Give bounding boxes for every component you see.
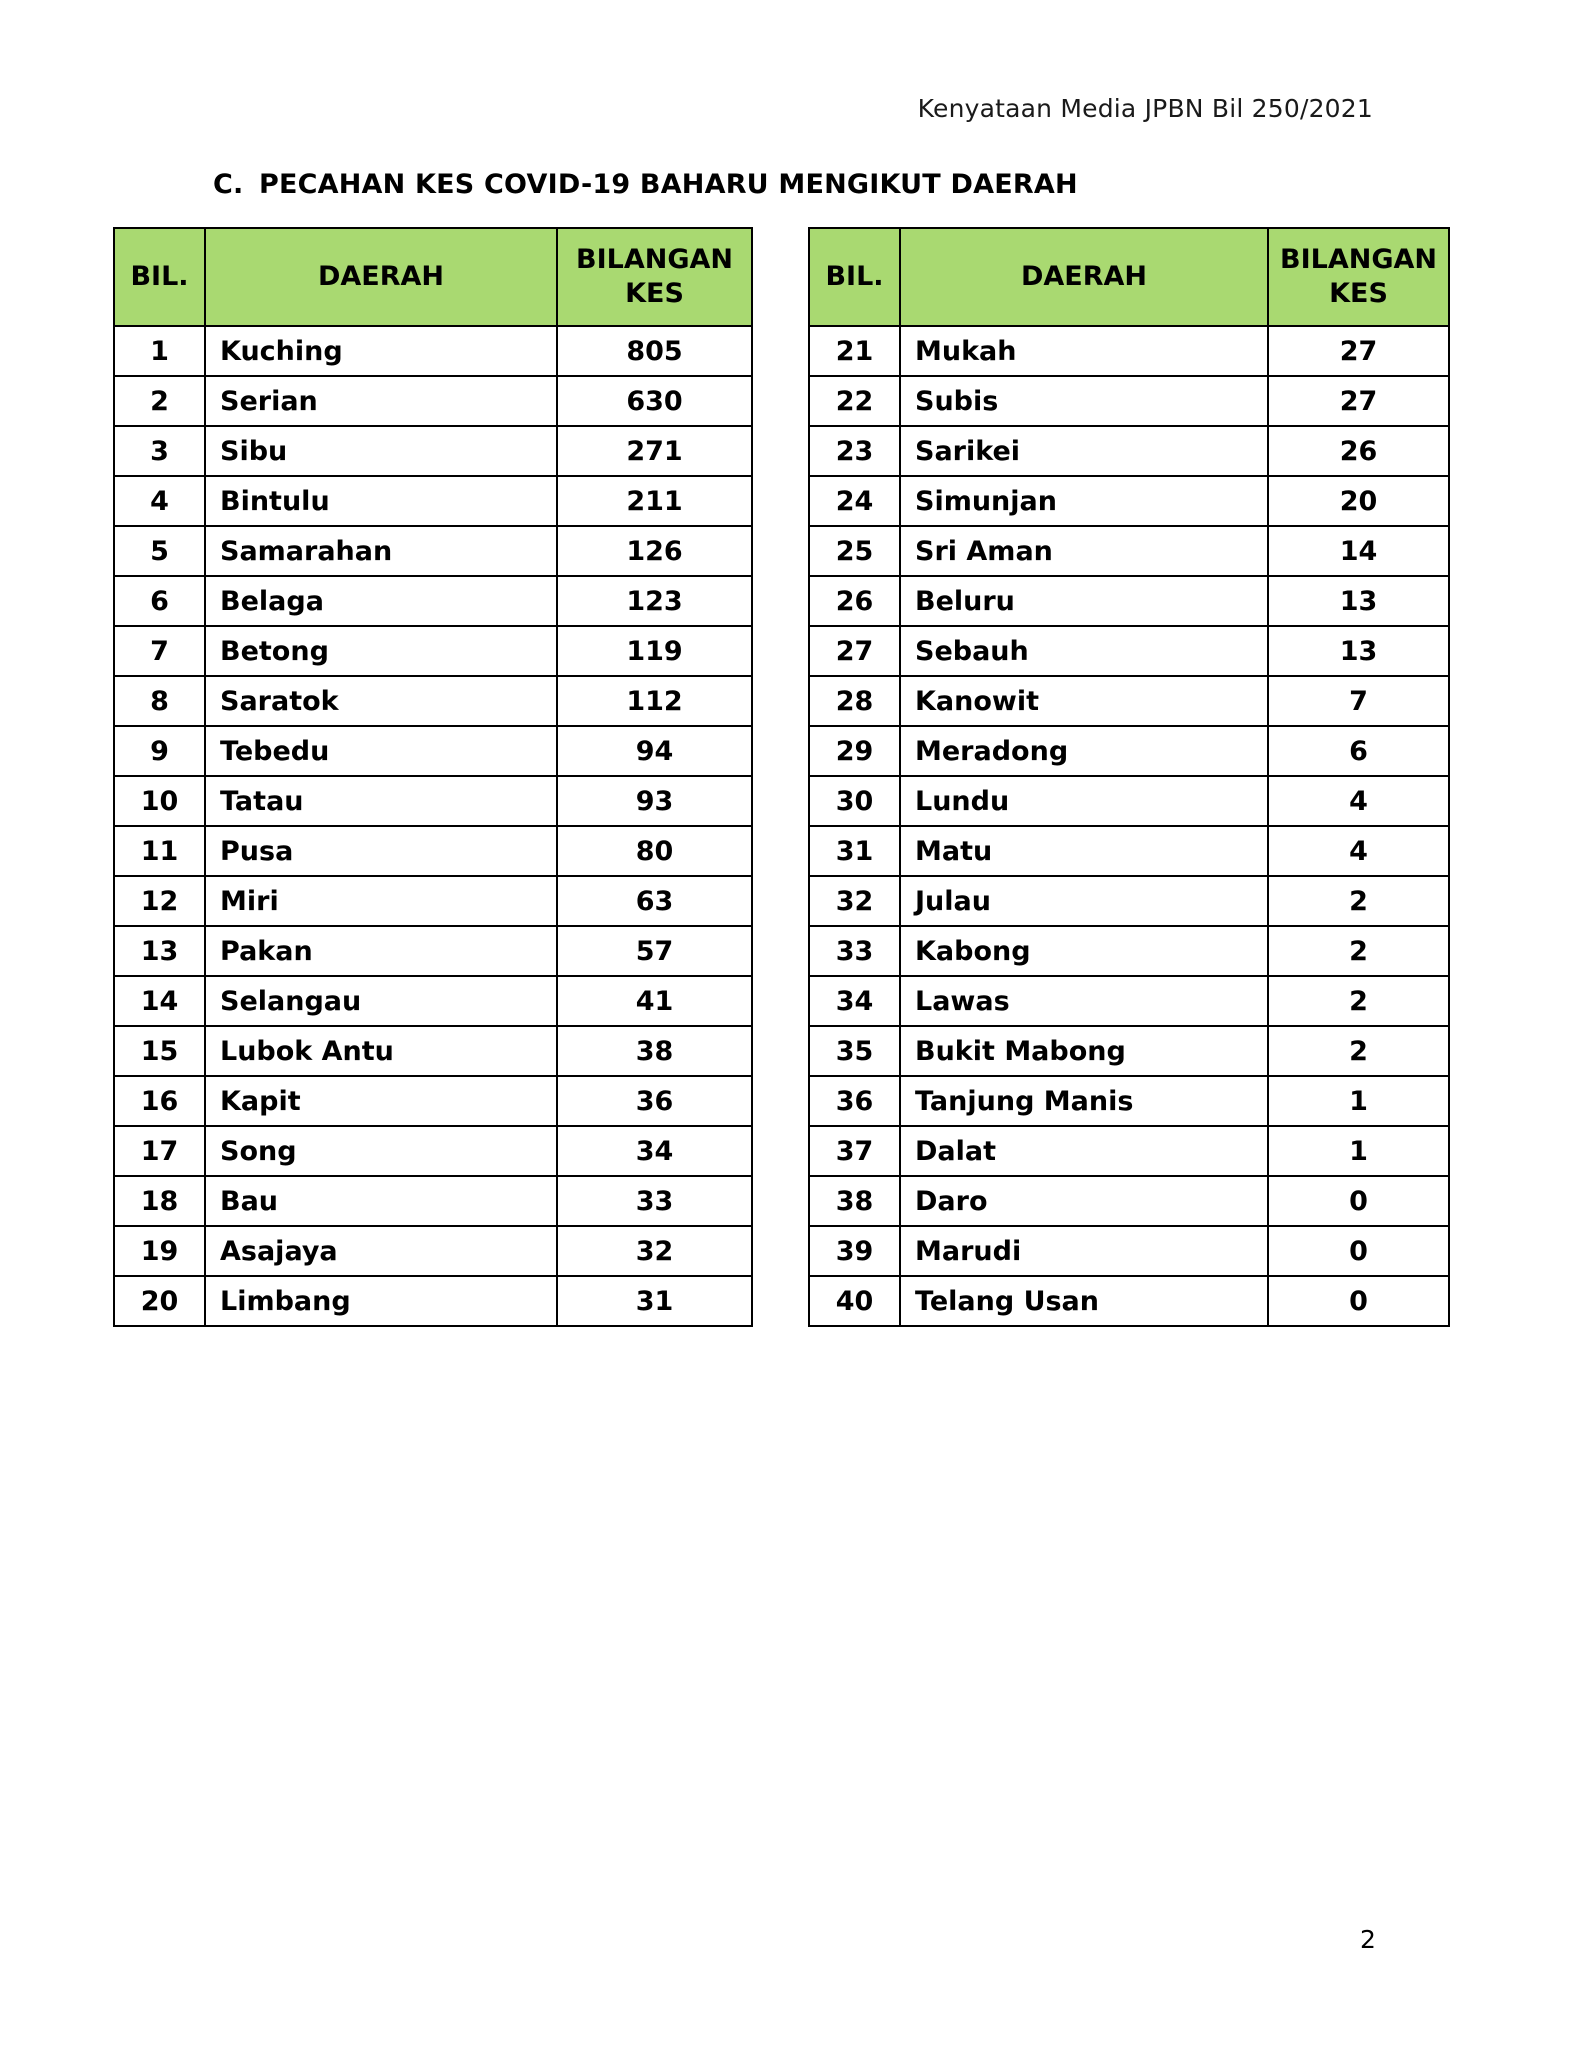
table-row <box>809 1176 1449 1226</box>
cell-bilangan-kes: 94 <box>557 726 752 776</box>
table-row <box>809 926 1449 976</box>
cell-daerah: Tatau <box>205 776 557 826</box>
cell-bil: 20 <box>114 1276 205 1326</box>
cell-bilangan-kes: 126 <box>557 526 752 576</box>
table-row <box>114 876 752 926</box>
header-kes: KES <box>1329 278 1388 309</box>
cell-daerah: Belaga <box>205 576 557 626</box>
cell-bil: 36 <box>809 1076 900 1126</box>
cell-bil: 33 <box>809 926 900 976</box>
cell-bilangan-kes: 4 <box>1268 826 1449 876</box>
cell-daerah: Tanjung Manis <box>900 1076 1268 1126</box>
cell-daerah: Serian <box>205 376 557 426</box>
table-row <box>809 976 1449 1026</box>
cell-bilangan-kes: 27 <box>1268 326 1449 376</box>
table-row <box>809 1076 1449 1126</box>
header-kes: KES <box>625 278 684 309</box>
cell-daerah: Tebedu <box>205 726 557 776</box>
document-reference: Kenyataan Media JPBN Bil 250/2021 <box>917 94 1373 123</box>
cell-bilangan-kes: 34 <box>557 1126 752 1176</box>
cell-bil: 11 <box>114 826 205 876</box>
cell-bilangan-kes: 38 <box>557 1026 752 1076</box>
cell-bil: 17 <box>114 1126 205 1176</box>
cell-bil: 26 <box>809 576 900 626</box>
cell-daerah: Bau <box>205 1176 557 1226</box>
cell-daerah: Kanowit <box>900 676 1268 726</box>
cell-bilangan-kes: 20 <box>1268 476 1449 526</box>
cell-bilangan-kes: 27 <box>1268 376 1449 426</box>
cell-daerah: Daro <box>900 1176 1268 1226</box>
cell-bil: 30 <box>809 776 900 826</box>
table-row <box>809 376 1449 426</box>
cell-bil: 25 <box>809 526 900 576</box>
cell-daerah: Telang Usan <box>900 1276 1268 1326</box>
header-daerah: DAERAH <box>900 228 1268 326</box>
table-row <box>114 1026 752 1076</box>
table-row <box>114 926 752 976</box>
cell-bil: 5 <box>114 526 205 576</box>
header-bilangan: BILANGAN <box>576 244 733 275</box>
cell-bilangan-kes: 6 <box>1268 726 1449 776</box>
header-bilangan-kes <box>1268 228 1449 326</box>
cell-bilangan-kes: 2 <box>1268 876 1449 926</box>
table-row <box>809 576 1449 626</box>
cell-daerah: Sarikei <box>900 426 1268 476</box>
cell-bilangan-kes: 119 <box>557 626 752 676</box>
table-row <box>809 426 1449 476</box>
cell-daerah: Sri Aman <box>900 526 1268 576</box>
cell-daerah: Meradong <box>900 726 1268 776</box>
table-row <box>114 626 752 676</box>
cell-bil: 39 <box>809 1226 900 1276</box>
table-row <box>114 326 752 376</box>
cell-daerah: Samarahan <box>205 526 557 576</box>
cell-bilangan-kes: 36 <box>557 1076 752 1126</box>
table-row <box>114 1226 752 1276</box>
cell-bilangan-kes: 2 <box>1268 976 1449 1026</box>
cell-bil: 19 <box>114 1226 205 1276</box>
cell-bil: 7 <box>114 626 205 676</box>
cell-daerah: Julau <box>900 876 1268 926</box>
cell-bilangan-kes: 2 <box>1268 926 1449 976</box>
cell-bilangan-kes: 4 <box>1268 776 1449 826</box>
table-row <box>114 426 752 476</box>
cell-bilangan-kes: 31 <box>557 1276 752 1326</box>
table-row <box>809 1026 1449 1076</box>
cell-bilangan-kes: 33 <box>557 1176 752 1226</box>
cell-daerah: Betong <box>205 626 557 676</box>
table-header-row <box>809 228 1449 326</box>
cell-bil: 15 <box>114 1026 205 1076</box>
table-row <box>114 1126 752 1176</box>
cell-bilangan-kes: 63 <box>557 876 752 926</box>
page-number: 2 <box>1360 1925 1376 1954</box>
table-header-row <box>114 228 752 326</box>
cell-bil: 13 <box>114 926 205 976</box>
cell-bilangan-kes: 7 <box>1268 676 1449 726</box>
cell-bilangan-kes: 41 <box>557 976 752 1026</box>
header-bilangan-kes <box>557 228 752 326</box>
cell-bilangan-kes: 123 <box>557 576 752 626</box>
cell-bil: 16 <box>114 1076 205 1126</box>
cell-bil: 34 <box>809 976 900 1026</box>
table-row <box>809 826 1449 876</box>
table-row <box>114 476 752 526</box>
table-row <box>809 326 1449 376</box>
table-row <box>114 1276 752 1326</box>
cell-bil: 24 <box>809 476 900 526</box>
header-bilangan: BILANGAN <box>1280 244 1437 275</box>
cell-bil: 40 <box>809 1276 900 1326</box>
cell-bil: 29 <box>809 726 900 776</box>
cell-bilangan-kes: 211 <box>557 476 752 526</box>
cell-bil: 3 <box>114 426 205 476</box>
cell-bil: 35 <box>809 1026 900 1076</box>
table-row <box>114 976 752 1026</box>
cell-bilangan-kes: 93 <box>557 776 752 826</box>
cell-bil: 38 <box>809 1176 900 1226</box>
cases-table-left <box>113 227 753 1327</box>
cell-bilangan-kes: 13 <box>1268 576 1449 626</box>
table-row <box>114 526 752 576</box>
cell-bilangan-kes: 26 <box>1268 426 1449 476</box>
cell-bilangan-kes: 630 <box>557 376 752 426</box>
table-row <box>809 876 1449 926</box>
cell-daerah: Beluru <box>900 576 1268 626</box>
cell-bilangan-kes: 805 <box>557 326 752 376</box>
cell-daerah: Lubok Antu <box>205 1026 557 1076</box>
table-row <box>114 776 752 826</box>
cell-bilangan-kes: 0 <box>1268 1176 1449 1226</box>
cell-bil: 31 <box>809 826 900 876</box>
cell-bil: 4 <box>114 476 205 526</box>
cell-daerah: Asajaya <box>205 1226 557 1276</box>
cell-daerah: Kuching <box>205 326 557 376</box>
cell-bilangan-kes: 2 <box>1268 1026 1449 1076</box>
cell-bil: 22 <box>809 376 900 426</box>
header-daerah: DAERAH <box>205 228 557 326</box>
cell-bil: 9 <box>114 726 205 776</box>
table-row <box>114 376 752 426</box>
cell-bilangan-kes: 14 <box>1268 526 1449 576</box>
cases-table-left-body <box>114 326 752 1326</box>
cell-daerah: Lundu <box>900 776 1268 826</box>
table-row <box>809 526 1449 576</box>
section-title <box>213 169 1078 200</box>
cell-daerah: Bintulu <box>205 476 557 526</box>
cell-daerah: Song <box>205 1126 557 1176</box>
cell-daerah: Kapit <box>205 1076 557 1126</box>
table-row <box>114 576 752 626</box>
cell-bil: 12 <box>114 876 205 926</box>
table-row <box>809 726 1449 776</box>
cell-bil: 1 <box>114 326 205 376</box>
table-row <box>114 1176 752 1226</box>
cell-bil: 37 <box>809 1126 900 1176</box>
cell-daerah: Dalat <box>900 1126 1268 1176</box>
cell-bil: 8 <box>114 676 205 726</box>
table-row <box>809 626 1449 676</box>
cell-bil: 18 <box>114 1176 205 1226</box>
cell-daerah: Limbang <box>205 1276 557 1326</box>
cell-bilangan-kes: 1 <box>1268 1126 1449 1176</box>
cell-bil: 23 <box>809 426 900 476</box>
cell-daerah: Miri <box>205 876 557 926</box>
table-row <box>809 1126 1449 1176</box>
table-row <box>809 1226 1449 1276</box>
header-bil: BIL. <box>114 228 205 326</box>
cell-daerah: Sebauh <box>900 626 1268 676</box>
cell-daerah: Lawas <box>900 976 1268 1026</box>
table-row <box>809 1276 1449 1326</box>
cell-bil: 32 <box>809 876 900 926</box>
header-bil: BIL. <box>809 228 900 326</box>
cell-bil: 28 <box>809 676 900 726</box>
table-row <box>114 676 752 726</box>
section-title-text: PECAHAN KES COVID-19 BAHARU MENGIKUT DAERAH <box>259 169 1078 200</box>
table-row <box>809 476 1449 526</box>
cell-daerah: Marudi <box>900 1226 1268 1276</box>
cell-daerah: Pusa <box>205 826 557 876</box>
table-row <box>809 676 1449 726</box>
cell-bil: 14 <box>114 976 205 1026</box>
cell-bilangan-kes: 0 <box>1268 1226 1449 1276</box>
cell-bil: 27 <box>809 626 900 676</box>
cases-table-right <box>808 227 1450 1327</box>
cell-bilangan-kes: 271 <box>557 426 752 476</box>
cell-bilangan-kes: 13 <box>1268 626 1449 676</box>
cell-bil: 21 <box>809 326 900 376</box>
cell-daerah: Subis <box>900 376 1268 426</box>
cell-bil: 10 <box>114 776 205 826</box>
cell-daerah: Bukit Mabong <box>900 1026 1268 1076</box>
cell-daerah: Selangau <box>205 976 557 1026</box>
cell-bilangan-kes: 1 <box>1268 1076 1449 1126</box>
cell-bilangan-kes: 57 <box>557 926 752 976</box>
cell-daerah: Simunjan <box>900 476 1268 526</box>
cell-bil: 2 <box>114 376 205 426</box>
section-letter: C. <box>213 169 244 200</box>
cell-daerah: Matu <box>900 826 1268 876</box>
cell-bilangan-kes: 0 <box>1268 1276 1449 1326</box>
cell-daerah: Saratok <box>205 676 557 726</box>
table-row <box>809 776 1449 826</box>
cell-bilangan-kes: 32 <box>557 1226 752 1276</box>
cell-bil: 6 <box>114 576 205 626</box>
cell-daerah: Kabong <box>900 926 1268 976</box>
table-row <box>114 1076 752 1126</box>
cell-bilangan-kes: 80 <box>557 826 752 876</box>
cell-bilangan-kes: 112 <box>557 676 752 726</box>
cell-daerah: Mukah <box>900 326 1268 376</box>
table-row <box>114 726 752 776</box>
table-row <box>114 826 752 876</box>
cell-daerah: Pakan <box>205 926 557 976</box>
cases-table-right-body <box>809 326 1449 1326</box>
cell-daerah: Sibu <box>205 426 557 476</box>
